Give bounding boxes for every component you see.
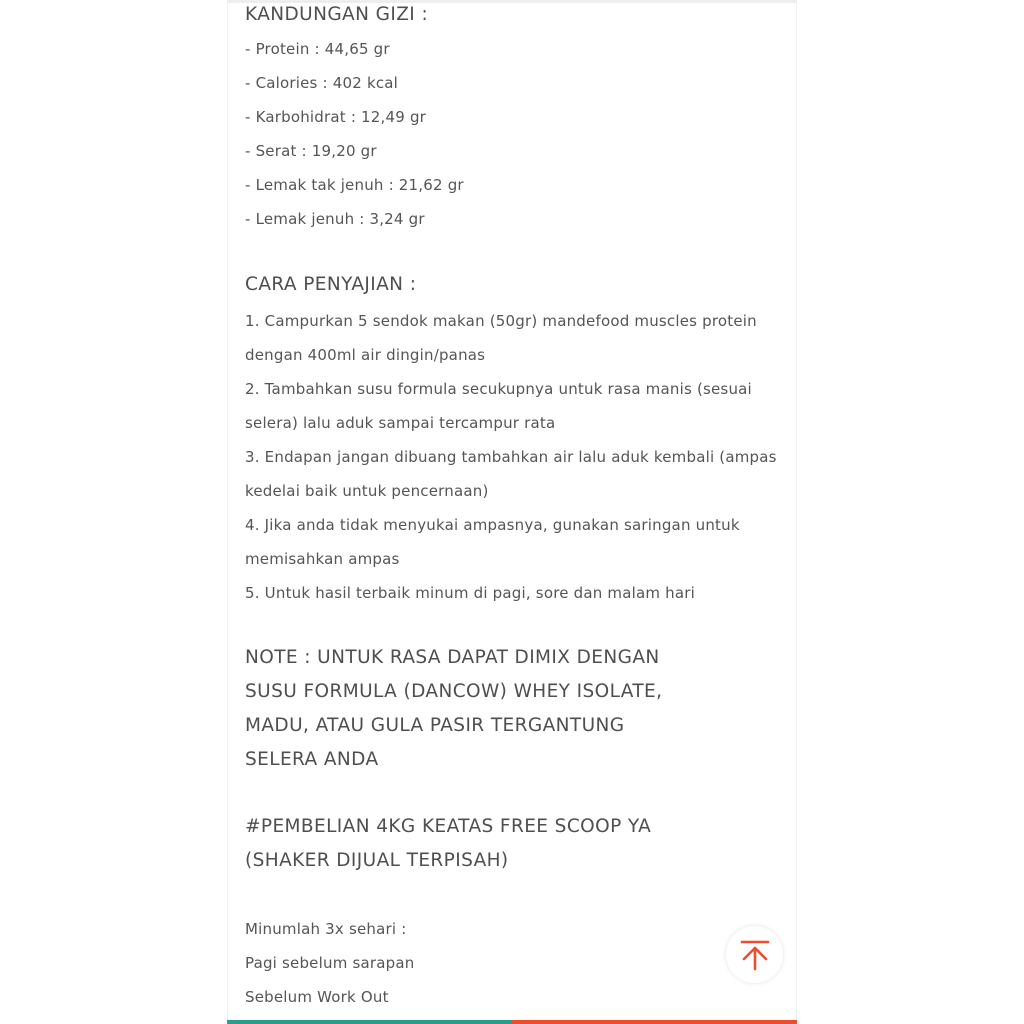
- schedule-line: Minumlah 3x sehari :: [245, 920, 407, 938]
- top-divider: [228, 0, 796, 3]
- nutrition-item-carbohydrate: - Karbohidrat : 12,49 gr: [245, 108, 427, 126]
- serving-line: 2. Tambahkan susu formula secukupnya untuk rasa manis (sesuai: [245, 380, 752, 398]
- serving-line: dengan 400ml air dingin/panas: [245, 346, 486, 364]
- promo-line: #PEMBELIAN 4KG KEATAS FREE SCOOP YA: [245, 816, 652, 837]
- serving-line: 4. Jika anda tidak menyukai ampasnya, gunakan saringan untuk: [245, 516, 740, 534]
- nutrition-item-calories: - Calories : 402 kcal: [245, 74, 399, 92]
- nutrition-item-fiber: - Serat : 19,20 gr: [245, 142, 377, 160]
- nutrition-item-protein: - Protein : 44,65 gr: [245, 40, 390, 58]
- nutrition-item-saturated-fat: - Lemak jenuh : 3,24 gr: [245, 210, 425, 228]
- schedule-line: Sebelum Work Out: [245, 988, 389, 1006]
- arrow-up-to-line-icon: [738, 938, 772, 972]
- bottom-bar-orange-segment: [512, 1020, 797, 1024]
- bottom-accent-bar: [227, 1020, 797, 1024]
- serving-line: 5. Untuk hasil terbaik minum di pagi, sore dan malam hari: [245, 584, 695, 602]
- back-to-top-button[interactable]: [726, 926, 783, 983]
- promo-line: (SHAKER DIJUAL TERPISAH): [245, 850, 509, 871]
- nutrition-item-unsaturated-fat: - Lemak tak jenuh : 21,62 gr: [245, 176, 464, 194]
- note-line: NOTE : UNTUK RASA DAPAT DIMIX DENGAN: [245, 647, 660, 668]
- bottom-bar-teal-segment: [227, 1020, 512, 1024]
- note-line: SUSU FORMULA (DANCOW) WHEY ISOLATE,: [245, 681, 663, 702]
- serving-header: CARA PENYAJIAN :: [245, 274, 417, 295]
- note-line: MADU, ATAU GULA PASIR TERGANTUNG: [245, 715, 625, 736]
- description-column: [227, 0, 797, 1024]
- serving-line: 1. Campurkan 5 sendok makan (50gr) mandefood muscles protein: [245, 312, 757, 330]
- schedule-line: Pagi sebelum sarapan: [245, 954, 415, 972]
- note-line: SELERA ANDA: [245, 749, 379, 770]
- nutrition-header: KANDUNGAN GIZI :: [245, 4, 429, 25]
- serving-line: 3. Endapan jangan dibuang tambahkan air lalu aduk kembali (ampas: [245, 448, 777, 466]
- serving-line: selera) lalu aduk sampai tercampur rata: [245, 414, 556, 432]
- serving-line: memisahkan ampas: [245, 550, 400, 568]
- serving-line: kedelai baik untuk pencernaan): [245, 482, 489, 500]
